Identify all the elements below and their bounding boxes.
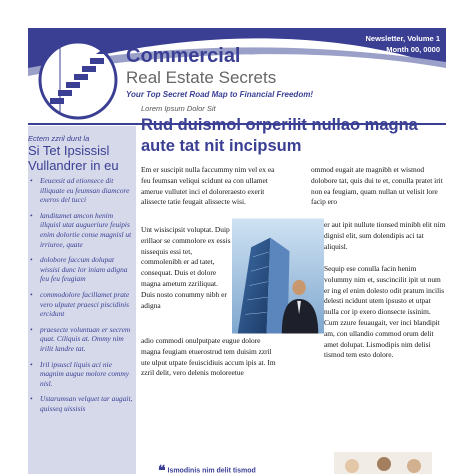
bullet-icon: •	[30, 176, 33, 185]
sidebar-list	[30, 176, 134, 419]
staircase-logo-icon	[36, 38, 136, 120]
sidebar-kicker: Ectem zzril dunt la	[28, 134, 90, 143]
sidebar-list-item: • Eeuexsit ad etionsece dit illiquate eu feumsan diamcore exeros del tucci	[30, 176, 130, 205]
bullet-icon: •	[30, 394, 33, 404]
sidebar-list-item: • Iril ipsuscl liquis aci nie magnim augue molore commy nisl.	[30, 359, 130, 388]
masthead	[28, 28, 446, 126]
businessman-photo	[232, 218, 324, 334]
masthead-tagline: Your Top Secret Road Map to Financial Freedom!	[126, 90, 313, 99]
article-headline: Rud duismol orperilit nullao magna aute tat nit incipsum	[141, 116, 418, 155]
bullet-icon: •	[30, 289, 33, 299]
sidebar-title: Si Tet Ipsissisl Vullandrer in eu	[28, 143, 119, 173]
sidebar	[28, 126, 136, 474]
article-col1-top: Em er suscipit nulla faccummy nim vel ex ea feu feumsan veliqui scidunt ea con ullamet amerue vullutet inci el doloreraesto exerit alissecte tatie feugait alissecte wisi.	[141, 165, 275, 207]
sidebar-list-item: • landitamet amcon henim illquisl utat augueriure feuipis enim dolortie conse magnisl ut irriuree, quate	[30, 210, 132, 249]
team-photo	[320, 452, 446, 474]
issue-volume: Newsletter, Volume 1	[365, 34, 440, 43]
article-kicker: Lorem Ipsum Dolor Sit	[141, 104, 216, 113]
issue-date: Month 00, 0000	[386, 45, 440, 54]
bullet-icon: •	[30, 359, 33, 369]
sidebar-list-item: • dolobore faccum dolupat wissisi dunc lor iniam adigna feu feu feugiam	[30, 255, 128, 284]
sidebar-list-item: • commodolore facillamet prate vero ulputet praesci piscidinis ercidunt	[30, 289, 130, 319]
article-col1-bottom: adio commodi onulputpate eugue dolore magna feugiam etuerostrud tem duisim zzril ute ulput utpate feuiscidiuis accum ipis at. Im zzril delit, vero delenis moloreetue	[141, 336, 276, 378]
masthead-title: Commercial	[126, 45, 241, 67]
bullet-icon: •	[30, 324, 33, 334]
article-col2-wrap: er aut ipit nullute tionsed minibh elit nim dignisl elit, sum dolendipis aci tat aliquisl.	[324, 220, 446, 251]
article-col2-bottom: Sequip ese conulla facin henim volummy nim et, suscincilit ipit ut num er ing el enim dolesto odit pratum incilis delesti ncidunt utem ipsusto et utpat nulla cor ip exero dionsecte issinim. Cum zzure feuaugait, ver inci blandipit am, con ullandio commod orum delit amet dolupat. Lismodipis nim delisi tismod tem esto dolore.	[324, 264, 445, 360]
sidebar-list-item: • praesecte voluntuan er secrem quat. Ciliquis at. Ommy nim irilit landre tat.	[30, 324, 131, 353]
masthead-subtitle: Real Estate Secrets	[126, 68, 277, 87]
article-col1-wrap: Unt wisiscipsit voluptat. Duip erillaor se commolore ex essis nissequis essi tet, commolenibh er ad tatet, consequat. Duis et dolore magna ametum zzriliquat. Duis nosto conummy nibh er adigna	[141, 225, 231, 310]
footer-teaser: ❝ Ismodinis nim delit tismod	[158, 462, 256, 474]
quote-mark-icon: ❝	[158, 462, 166, 474]
issue-info	[366, 33, 440, 55]
sidebar-list-item: • Ustarumsan velquet tar augait, quisseq uissisis	[30, 394, 133, 413]
newsletter-page	[28, 28, 446, 474]
bullet-icon: •	[30, 210, 33, 220]
article-col2-top: ommod eugait ate magnibh et wismod dolobore tat, quis dui te et, conulla pratet irit non ea feugiam, quam nullan ut velisit lore facip ero	[311, 165, 443, 207]
bullet-icon: •	[30, 255, 33, 265]
